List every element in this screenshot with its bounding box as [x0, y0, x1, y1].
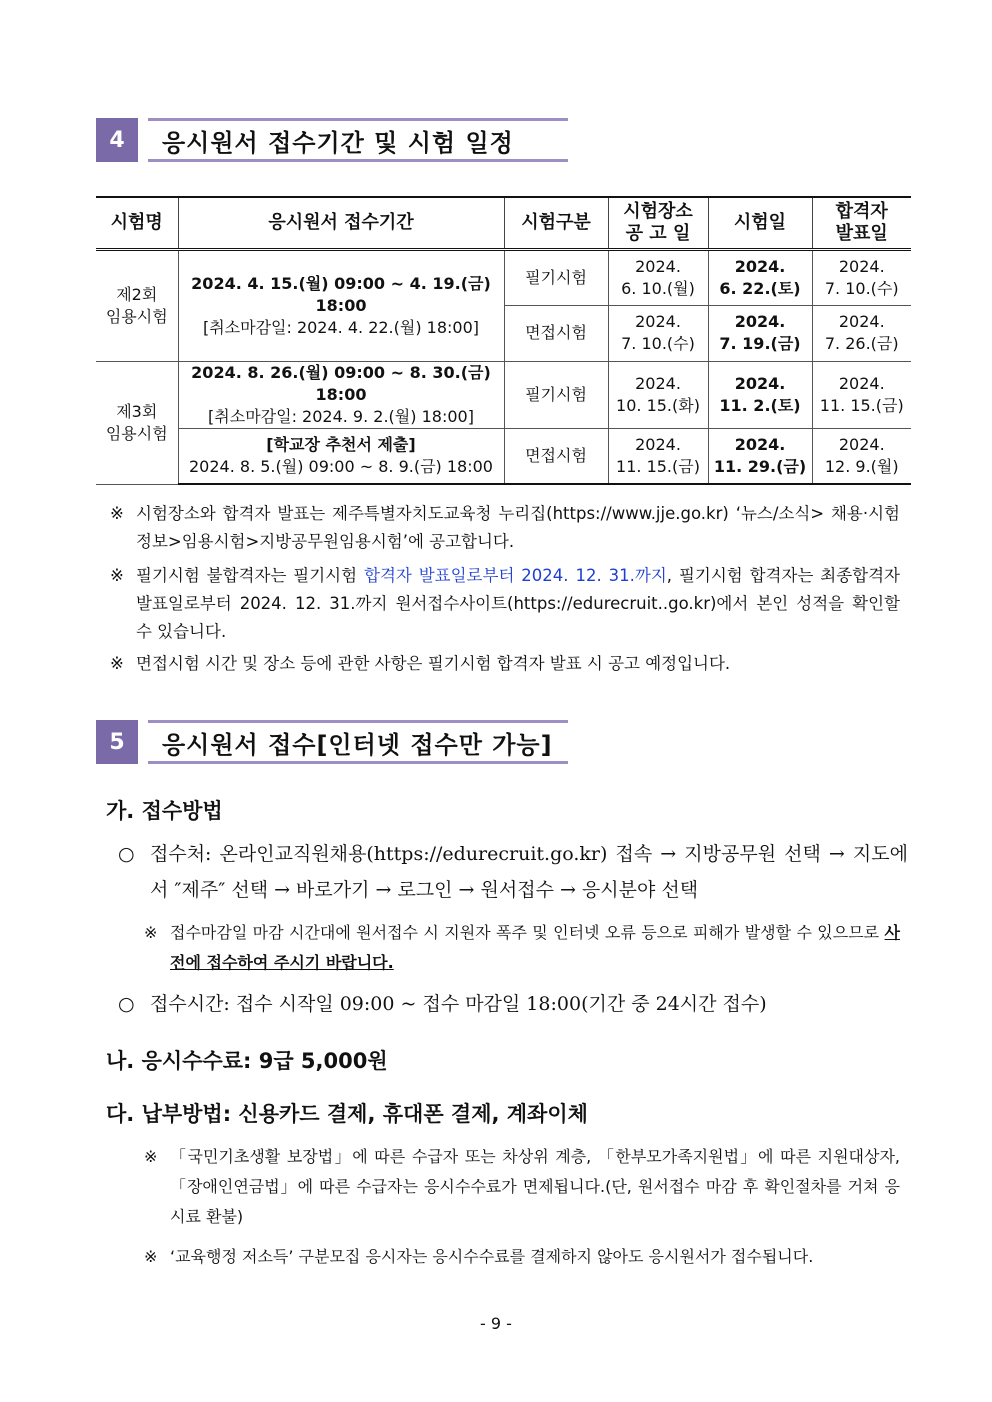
item-receiving-place: ○ 접수처: 온라인교직원채용(https://edurecruit.go.kr) 접속 → 지방공무원 선택 → 지도에서 ″제주″ 선택 → 바로가기 → 로그인 → 원서접수 → 응시분야 선택 [118, 843, 908, 901]
round3-period: 2024. 8. 26.(월) 09:00 ~ 8. 30.(금) 18:00 [취소마감일: 2024. 9. 2.(월) 18:00] [178, 361, 504, 428]
round2-written-exam: 2024. 6. 22.(토) [708, 249, 812, 305]
note-score-check: ※ 필기시험 불합격자는 필기시험 합격자 발표일로부터 2024. 12. 31.까지, 필기시험 합격자는 최종합격자 발표일로부터 2024. 12. 31.까지 원서접수사이트(https://edurecruit..go.kr)에서 본인 성적을 확인할 수 있습니다. [110, 566, 901, 641]
round3-interview-type: 면접시험 [504, 428, 608, 484]
header-period: 응시원서 접수기간 [178, 197, 504, 249]
round3-written-venue: 2024. 10. 15.(화) [608, 361, 708, 428]
heading-fee: 나. 응시수수료: 9급 5,000원 [106, 1049, 388, 1073]
item-receiving-time: ○ 접수시간: 접수 시작일 09:00 ~ 접수 마감일 18:00(기간 중 24시간 접수) [118, 993, 767, 1015]
round3-interview-result: 2024. 12. 9.(월) [812, 428, 911, 484]
note-fee-exemption: ※ 「국민기초생활 보장법」에 따른 수급자 또는 차상위 계층, 「한부모가족지원법」에 따른 지원대상자, 「장애인연금법」에 따른 수급자는 응시수수료가 면제됩니다.(단, 원서접수 마감 후 확인절차를 거쳐 응시료 환불) [144, 1147, 900, 1226]
round3-written-type: 필기시험 [504, 361, 608, 428]
header-name: 시험명 [96, 197, 178, 249]
round3-recommend: [학교장 추천서 제출] 2024. 8. 5.(월) 09:00 ~ 8. 9.(금) 18:00 [178, 428, 504, 484]
note-low-income: ※ ‘교육행정 저소득’ 구분모집 응시자는 응시수수료를 결제하지 않아도 응시원서가 접수됩니다. [144, 1247, 814, 1266]
round2-written-venue: 2024. 6. 10.(월) [608, 249, 708, 305]
heading-payment: 다. 납부방법: 신용카드 결제, 휴대폰 결제, 계좌이체 [106, 1102, 588, 1126]
table-row [96, 428, 911, 484]
note-venue-announcement: ※ 시험장소와 합격자 발표는 제주특별자치도교육청 누리집(https://www.jje.go.kr) ‘뉴스/소식> 채용·시험정보>임용시험>지방공무원임용시험’에 공고합니다. [110, 504, 900, 551]
heading-method: 가. 접수방법 [106, 799, 223, 823]
round3-interview-venue: 2024. 11. 15.(금) [608, 428, 708, 484]
note-early-apply: ※ 접수마감일 마감 시간대에 원서접수 시 지원자 폭주 및 인터넷 오류 등으로 피해가 발생할 수 있으므로 사전에 접수하여 주시기 바랍니다. [144, 923, 900, 972]
schedule-table [96, 196, 911, 485]
round3-written-result: 2024. 11. 15.(금) [812, 361, 911, 428]
round3-interview-exam: 2024. 11. 29.(금) [708, 428, 812, 484]
round2-interview-type: 면접시험 [504, 305, 608, 361]
section-title: 응시원서 접수[인터넷 접수만 가능] [148, 720, 568, 764]
round2-interview-venue: 2024. 7. 10.(수) [608, 305, 708, 361]
section-number: 5 [96, 720, 138, 764]
table-row [96, 361, 911, 428]
round2-written-type: 필기시험 [504, 249, 608, 305]
section-number: 4 [96, 118, 138, 162]
round2-interview-result: 2024. 7. 26.(금) [812, 305, 911, 361]
header-venue: 시험장소 공 고 일 [608, 197, 708, 249]
round2-written-result: 2024. 7. 10.(수) [812, 249, 911, 305]
round3-written-exam: 2024. 11. 2.(토) [708, 361, 812, 428]
header-exam-date: 시험일 [708, 197, 812, 249]
round2-interview-exam: 2024. 7. 19.(금) [708, 305, 812, 361]
table-row [96, 249, 911, 305]
section-title: 응시원서 접수기간 및 시험 일정 [148, 118, 568, 162]
page-number: - 9 - [480, 1314, 512, 1333]
header-result: 합격자 발표일 [812, 197, 911, 249]
table-header-row [96, 197, 911, 249]
round2-name: 제2회 임용시험 [96, 249, 178, 361]
round2-period: 2024. 4. 15.(월) 09:00 ~ 4. 19.(금) 18:00 [취소마감일: 2024. 4. 22.(월) 18:00] [178, 249, 504, 361]
round3-name: 제3회 임용시험 [96, 361, 178, 484]
header-type: 시험구분 [504, 197, 608, 249]
note-interview-info: ※ 면접시험 시간 및 장소 등에 관한 사항은 필기시험 합격자 발표 시 공고 예정입니다. [110, 654, 731, 673]
